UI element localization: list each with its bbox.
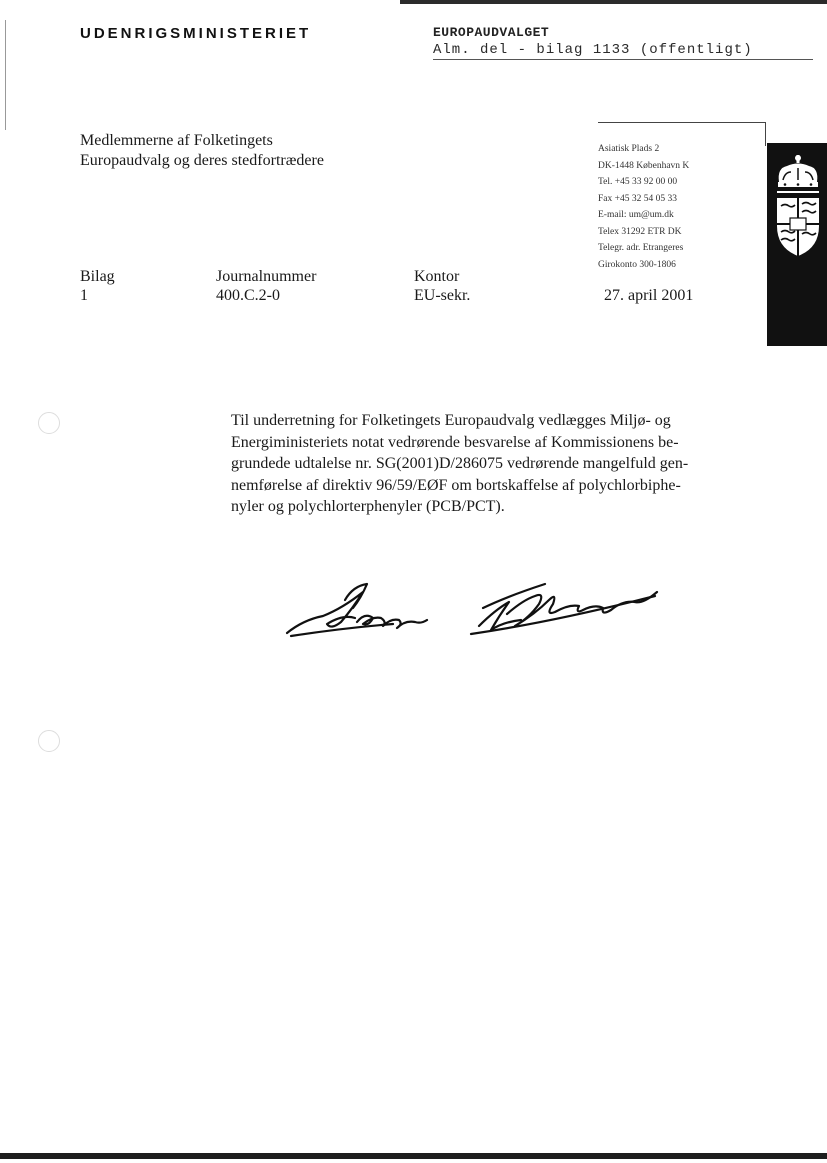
recipient-block — [80, 131, 324, 171]
address-fax: Fax +45 32 54 05 33 — [598, 193, 677, 204]
address-telegr: Telegr. adr. Etrangeres — [598, 243, 684, 253]
scan-margin-mark — [5, 20, 6, 130]
address-giro: Girokonto 300-1806 — [598, 259, 676, 270]
address-rule — [598, 122, 765, 123]
body-line: grundede udtalelse nr. SG(2001)D/286075 vedrørende mangelfuld gen- — [231, 455, 689, 472]
address-tel: Tel. +45 33 92 00 00 — [598, 177, 678, 187]
address-street: Asiatisk Plads 2 — [598, 144, 660, 154]
scan-bottom-bar — [0, 1153, 827, 1159]
address-city: DK-1448 København K — [598, 160, 690, 171]
ministry-name: UDENRIGSMINISTERIET — [80, 25, 312, 42]
address-telex: Telex 31292 ETR DK — [598, 226, 682, 237]
signature — [283, 578, 668, 640]
royal-crest-icon — [771, 152, 825, 260]
kontor-label: Kontor — [414, 268, 460, 285]
sender-address — [598, 141, 689, 273]
scan-top-bar — [400, 0, 827, 4]
punch-hole-mark — [38, 730, 60, 752]
body-line: nyler og polychlorterphenyler (PCB/PCT). — [231, 498, 505, 515]
body-line: Til underretning for Folketingets Europaudvalg vedlægges Miljø- og — [231, 412, 671, 429]
bilag-label: Bilag — [80, 268, 115, 285]
journal-label: Journalnummer — [216, 268, 317, 285]
recipient-line: Medlemmerne af Folketingets — [80, 132, 273, 149]
bilag-value: 1 — [80, 287, 88, 304]
address-rule — [765, 122, 766, 146]
body-line: nemførelse af direktiv 96/59/EØF om bortskaffelse af polychlorbiphe- — [231, 476, 681, 494]
recipient-line: Europaudvalg og deres stedfortrædere — [80, 152, 324, 169]
committee-stamp-reference: Alm. del - bilag 1133 (offentligt) — [433, 42, 813, 60]
body-line: Energiministeriets notat vedrørende besvarelse af Kommissionens be- — [231, 433, 679, 451]
kontor-value: EU-sekr. — [414, 287, 471, 304]
address-email: E-mail: um@um.dk — [598, 210, 674, 220]
committee-stamp-title: EUROPAUDVALGET — [433, 25, 550, 40]
journal-value: 400.C.2-0 — [216, 287, 280, 304]
punch-hole-mark — [38, 412, 60, 434]
letter-date: 27. april 2001 — [604, 287, 694, 304]
body-paragraph — [231, 410, 731, 518]
